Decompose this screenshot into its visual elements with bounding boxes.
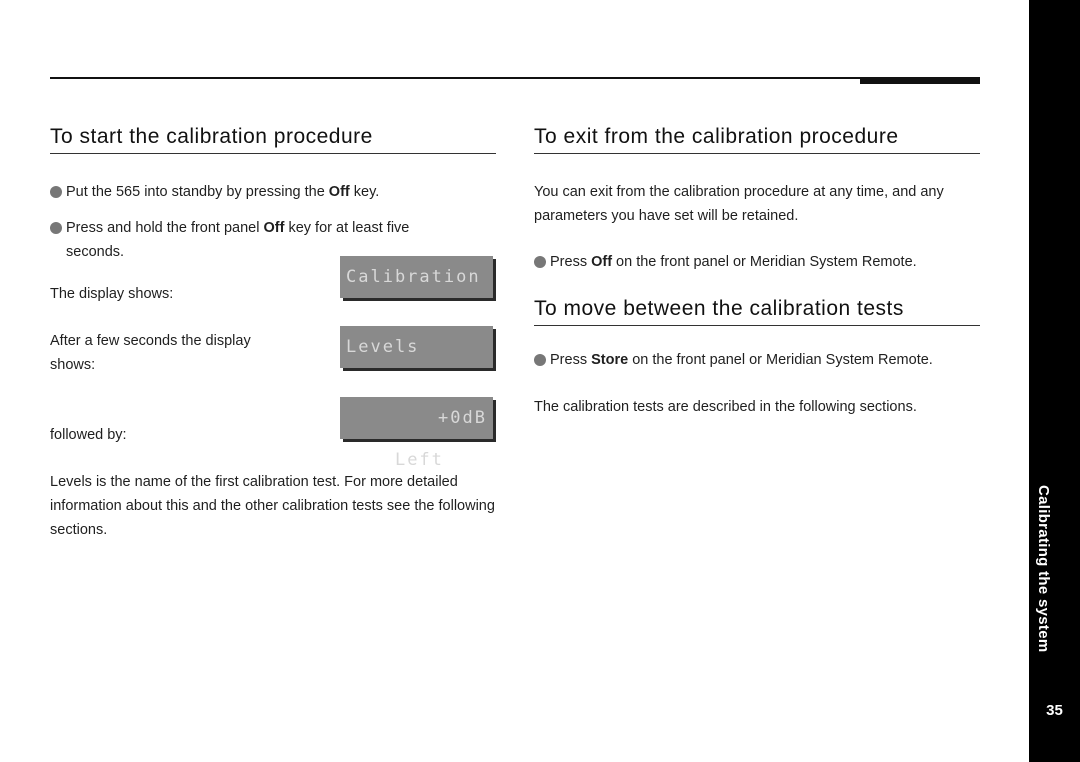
heading-exit-calibration: To exit from the calibration procedure [534,125,980,154]
sidebar-section-title: Calibrating the system [1035,485,1052,653]
bullet-icon [534,256,546,268]
bullet-icon [50,222,62,234]
page-number: 35 [1046,702,1063,719]
top-rule-block [860,77,980,84]
lcd-channel-label: Left [394,450,444,470]
lcd-display-calibration: Calibration [340,256,493,298]
bullet-store: Press Store on the front panel or Meridian System Remote. [534,348,980,372]
left-column [50,125,496,538]
bullet-hold-off: Press and hold the front panel Off key for at least five seconds. [50,216,456,264]
lcd-display-levels: Levels [340,326,493,368]
display-shows-text: The display shows: [50,286,174,302]
lcd-display-left-level [340,397,493,470]
exit-description: You can exit from the calibration procedure at any time, and any parameters you have set will be retained. [534,184,944,224]
lcd-level-value: +0dB [438,408,487,428]
bullet-icon [534,354,546,366]
heading-move-between-tests: To move between the calibration tests [534,297,980,326]
after-few-seconds-text: After a few seconds the display shows: [50,333,251,373]
tests-described-text: The calibration tests are described in the following sections. [534,399,917,415]
bullet-exit-off: Press Off on the front panel or Meridian System Remote. [534,250,980,274]
top-rule [50,77,980,79]
heading-start-calibration: To start the calibration procedure [50,125,496,154]
levels-description: Levels is the name of the first calibration test. For more detailed information about this and the other calibration tests see the following sections. [50,474,495,538]
followed-by-text: followed by: [50,427,127,443]
right-column [534,125,980,419]
bullet-icon [50,186,62,198]
bullet-standby: Put the 565 into standby by pressing the Off key. [50,180,496,204]
